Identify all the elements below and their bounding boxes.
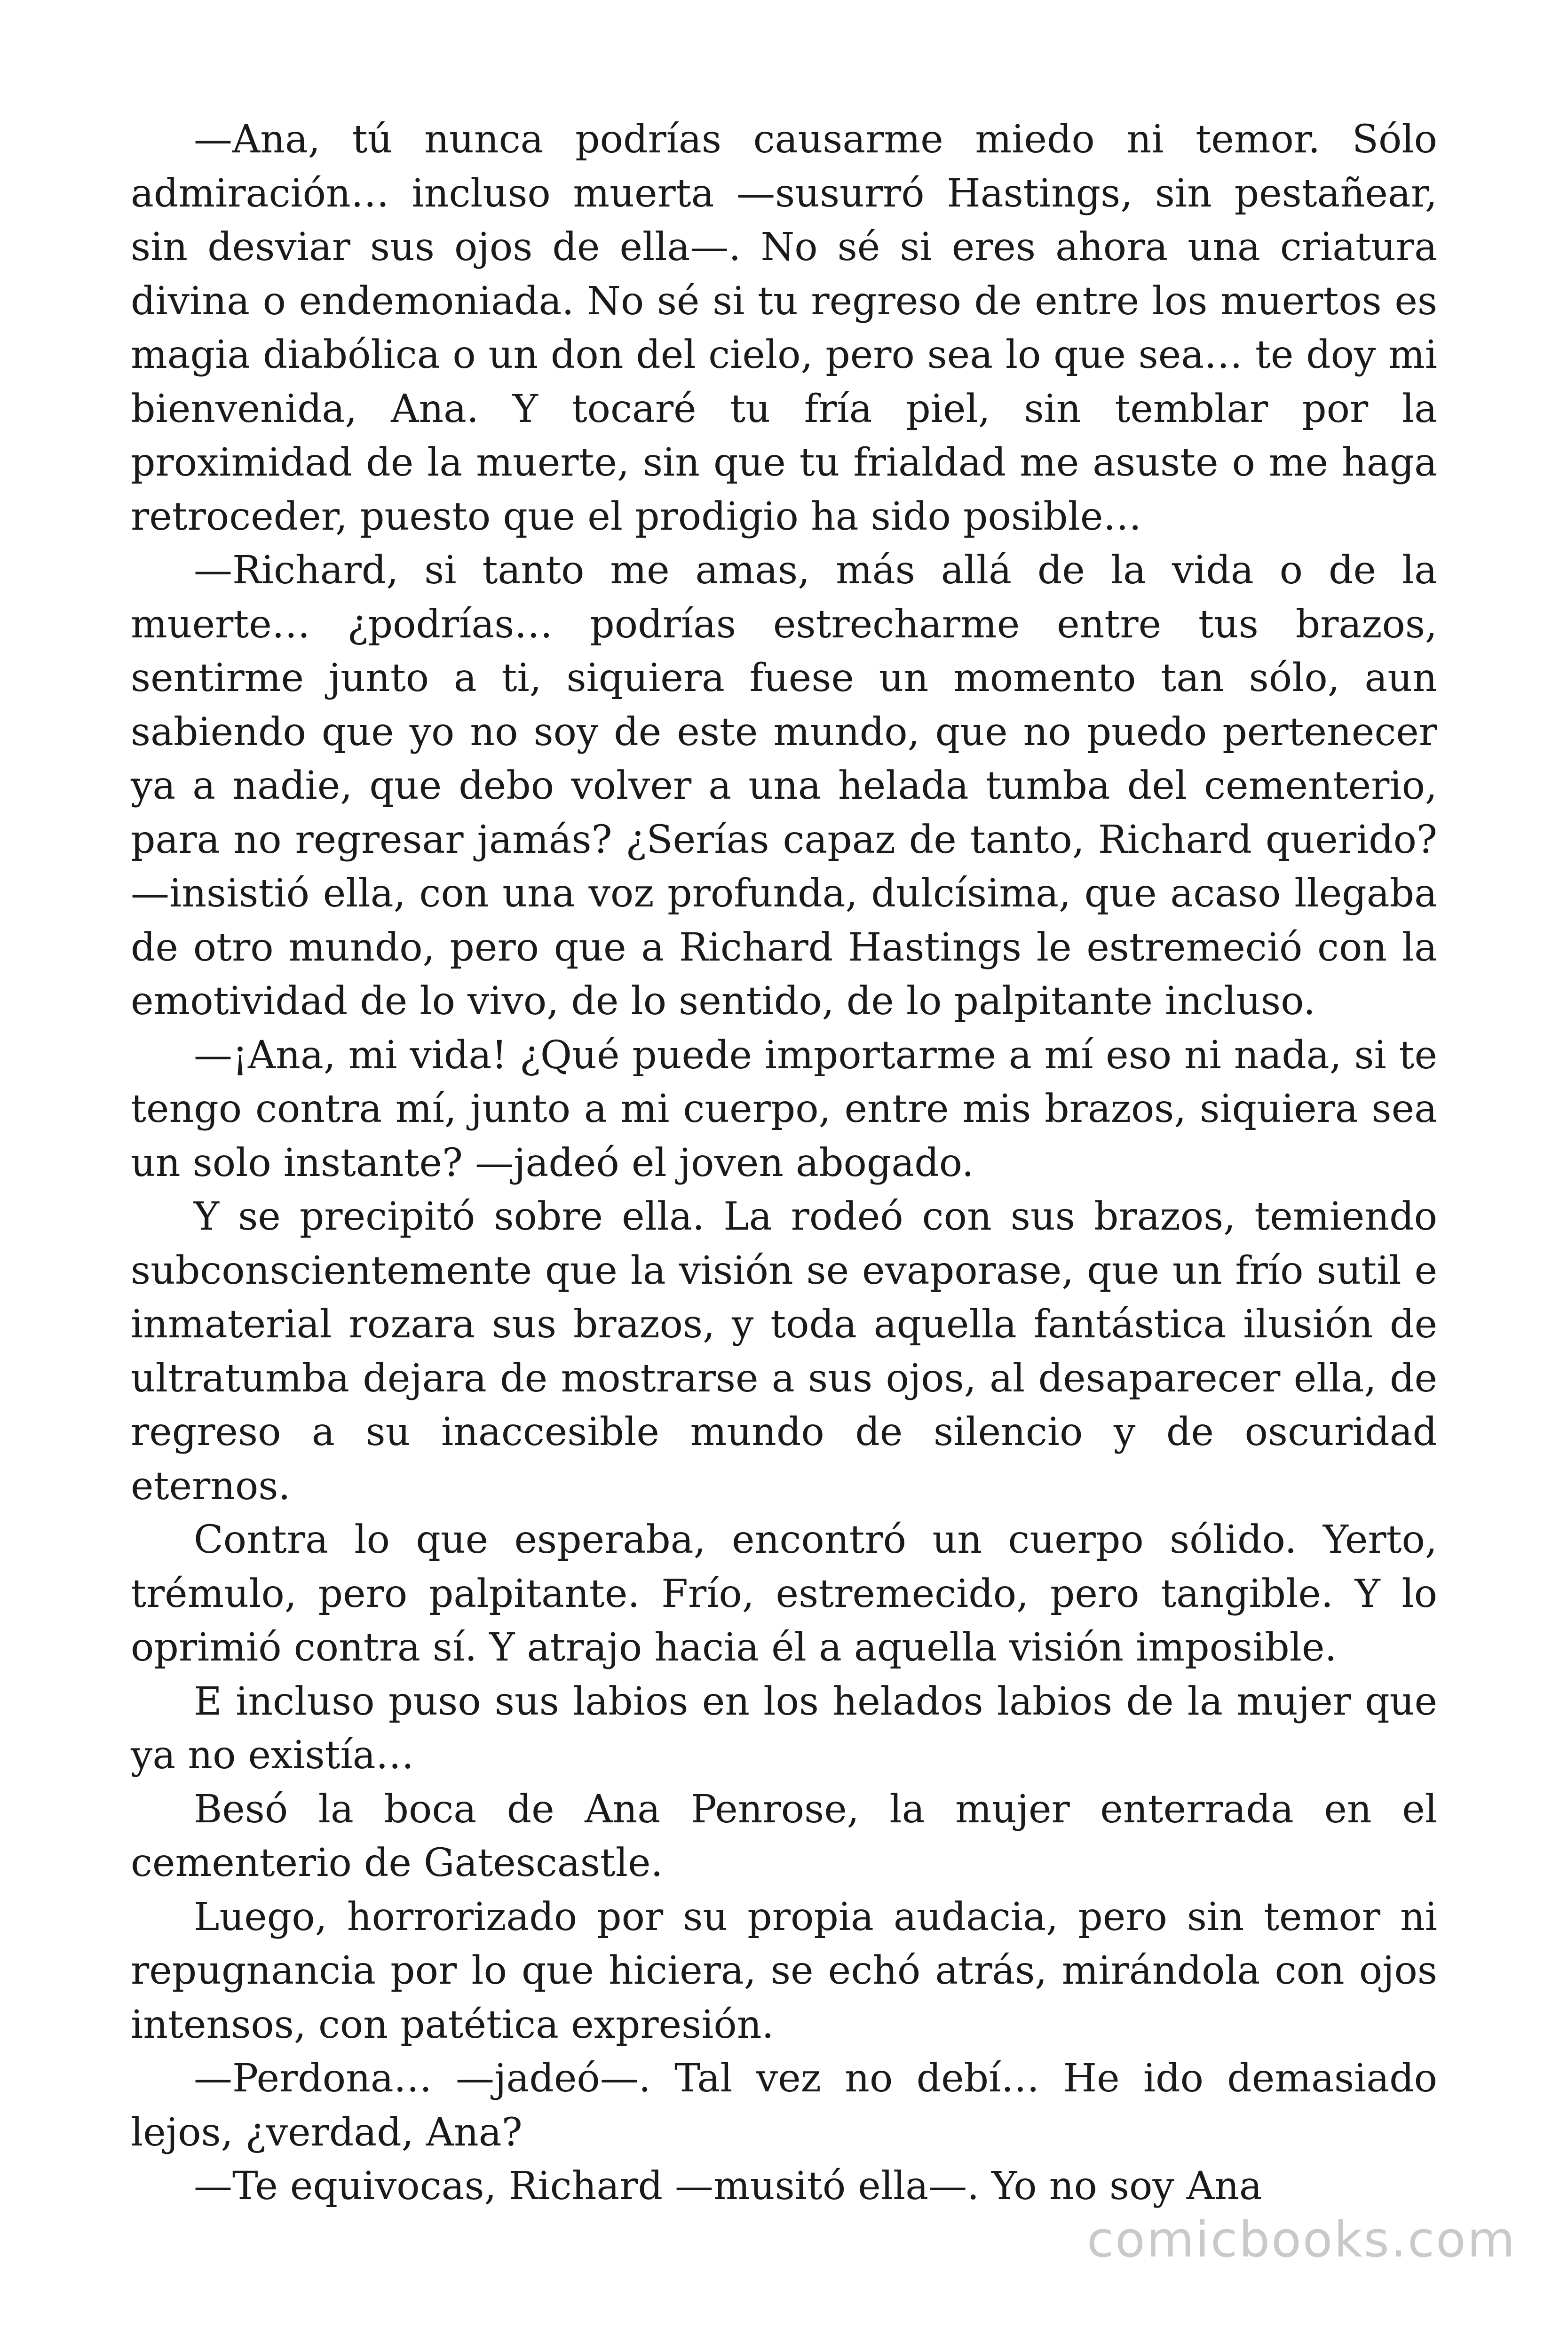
paragraph: Besó la boca de Ana Penrose, la mujer enterrada en el cementerio de Gatescastle. [131,1787,1437,1885]
paragraph: —Ana, tú nunca podrías causarme miedo ni temor. Sólo admiración… incluso muerta —susurró Hastings, sin pestañear, sin desviar sus ojos de ella—. No sé si eres ahora una criatura divina o endemoniada. No sé si tu regreso de entre los muertos es magia diabólica o un don del cielo, pero sea lo que sea… te doy mi bienvenida, Ana. Y tocaré tu fría piel, sin temblar por la proximidad de la muerte, sin que tu frialdad me asuste o me haga retroceder, puesto que el prodigio ha sido posible… [131,117,1437,539]
paragraph: E incluso puso sus labios en los helados labios de la mujer que ya no existía… [131,1679,1437,1778]
paragraph: —Perdona… —jadeó—. Tal vez no debí… He ido demasiado lejos, ¿verdad, Ana? [131,2056,1437,2155]
paragraph: —Richard, si tanto me amas, más allá de la vida o de la muerte… ¿podrías… podrías estrecharme entre tus brazos, sentirme junto a ti, siquiera fuese un momento tan sólo, aun sabiendo que yo no soy de este mundo, que no puedo pertenecer ya a nadie, que debo volver a una helada tumba del cementerio, para no regresar jamás? ¿Serías capaz de tanto, Richard querido? —insistió ella, con una voz profunda, dulcísima, que acaso llegaba de otro mundo, pero que a Richard Hastings le estremeció con la emotividad de lo vivo, de lo sentido, de lo palpitante incluso. [131,548,1437,1024]
paragraph: —¡Ana, mi vida! ¿Qué puede importarme a mí eso ni nada, si te tengo contra mí, junto a mi cuerpo, entre mis brazos, siquiera sea un solo instante? —jadeó el joven abogado. [131,1033,1437,1185]
paragraph: Contra lo que esperaba, encontró un cuerpo sólido. Yerto, trémulo, pero palpitante. Frío, estremecido, pero tangible. Y lo oprimió contra sí. Y atrajo hacia él a aquella visión imposible. [131,1518,1437,1670]
body-text [131,113,1437,2214]
paragraph: Luego, horrorizado por su propia audacia, pero sin temor ni repugnancia por lo que hiciera, se echó atrás, mirándola con ojos intensos, con patética expresión. [131,1894,1437,2047]
paragraph: Y se precipitó sobre ella. La rodeó con sus brazos, temiendo subconscientemente que la visión se evaporase, que un frío sutil e inmaterial rozara sus brazos, y toda aquella fantástica ilusión de ultratumba dejara de mostrarse a sus ojos, al desaparecer ella, de regreso a su inaccesible mundo de silencio y de oscuridad eternos. [131,1194,1437,1509]
watermark: comicbooks.com [1086,2211,1516,2268]
paragraph: —Te equivocas, Richard —musitó ella—. Yo no soy Ana [194,2164,1262,2209]
